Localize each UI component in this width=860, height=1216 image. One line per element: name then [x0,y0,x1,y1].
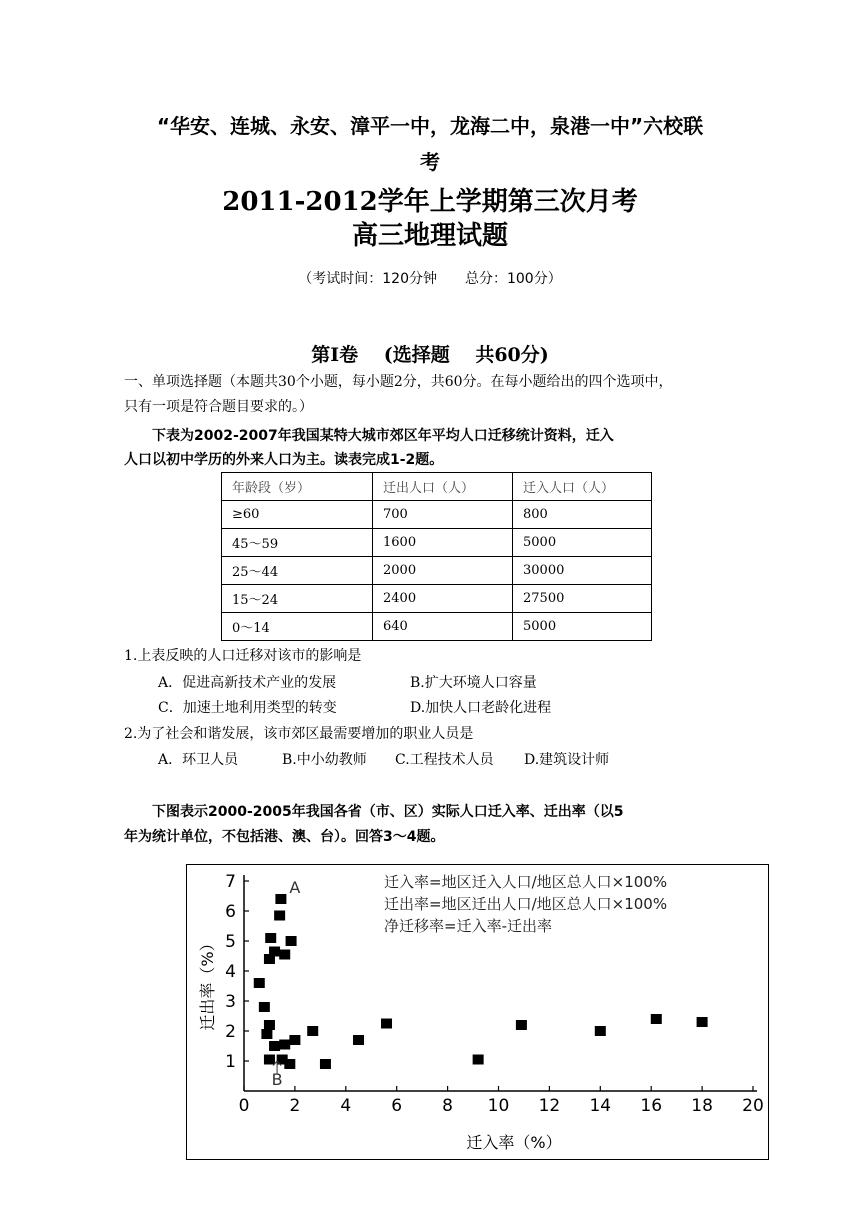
x-tick-label: 12 [538,1096,561,1116]
instructions-line2: 只有一项是符合题目要求的。） [124,399,313,415]
x-tick-label: 2 [289,1096,301,1116]
data-point [259,1002,270,1012]
passage2-line1: 下图表示2000-2005年我国各省（市、区）实际人口迁入率、迁出率（以5 [124,804,624,820]
table-row [222,557,652,585]
exam-subtitle: 高三地理试题 [351,221,508,251]
passage1-line1: 下表为2002-2007年我国某特大城市郊区年平均人口迁移统计资料，迁入 [124,428,614,444]
data-point [307,1026,318,1036]
y-tick-label: 2 [225,1022,236,1042]
table-row [222,585,652,613]
y-tick-label: 4 [225,962,236,982]
data-point [284,1059,295,1069]
chart-note: 净迁移率=迁入率-迁出率 [384,917,552,935]
q2-option-d: D.建筑设计师 [524,752,610,768]
x-tick-label: 10 [487,1096,510,1116]
data-point [353,1035,364,1045]
data-point [279,1040,290,1050]
table-cell: 700 [373,501,513,529]
x-tick-label: 0 [238,1096,250,1116]
table-cell: 0～14 [222,613,373,641]
q1-stem: 1.上表反映的人口迁移对该市的影响是 [124,648,362,664]
data-point [595,1026,606,1036]
y-tick-label: 7 [225,872,236,892]
table-cell: 800 [513,501,652,529]
data-point [289,1035,300,1045]
table-cell: 30000 [513,557,652,585]
q1-option-d: D.加快人口老龄化进程 [410,700,552,716]
q2-stem: 2.为了社会和谐发展，该市郊区最需要增加的职业人员是 [124,726,474,742]
chart-notes [384,873,667,935]
y-tick-label: 3 [225,992,236,1012]
table-row [222,529,652,557]
y-tick-label: 1 [225,1052,236,1072]
table-cell: 15～24 [222,585,373,613]
chart-note: 迁入率=地区迁入人口/地区总人口×100% [384,873,668,891]
table-cell: 5000 [513,529,652,557]
data-point [275,894,286,904]
part1-heading: 第Ⅰ卷 (选择题 共60分) [311,344,549,366]
exam-title: 2011-2012学年上学期第三次月考 [222,187,638,217]
y-tick-label: 5 [225,932,236,952]
chart-note: 迁出率=地区迁出人口/地区总人口×100% [384,895,668,913]
data-point [651,1014,662,1024]
q2-option-a: A．环卫人员 [158,752,239,768]
data-point [264,1055,275,1065]
q2-option-c: C.工程技术人员 [395,752,494,768]
data-point [279,950,290,960]
table-row [222,501,652,529]
table-cell: ≥60 [222,501,373,529]
x-tick-label: 16 [640,1096,663,1116]
table-cell: 2400 [373,585,513,613]
table-cell: 27500 [513,585,652,613]
data-point [516,1020,527,1030]
data-point [320,1059,331,1069]
table-cell: 25～44 [222,557,373,585]
data-point [254,978,265,988]
x-tick-label: 6 [391,1096,403,1116]
table-header-row [222,473,652,501]
passage1-line2: 人口以初中学历的外来人口为主。读表完成1-2题。 [124,452,444,468]
data-point [261,1029,272,1039]
passage2-line2: 年为统计单位，不包括港、澳、台）。回答3～4题。 [124,829,445,845]
instructions-line1: 一、单项选择题（本题共30个小题，每小题2分，共60分。在每小题给出的四个选项中， [124,374,673,390]
data-point [473,1055,484,1065]
table-header-cell: 迁入人口（人） [513,473,652,501]
x-tick-label: 18 [691,1096,713,1116]
x-tick-label: 8 [442,1096,454,1116]
table-cell: 5000 [513,613,652,641]
x-tick-label: 20 [742,1096,764,1116]
table-header-cell: 年龄段（岁） [222,473,373,501]
x-tick-label: 14 [589,1096,612,1116]
data-point [264,954,275,964]
x-axis-label: 迁入率（%） [466,1133,562,1152]
table-row [222,613,652,641]
q2-option-b: B.中小幼教师 [282,752,367,768]
data-point [265,933,276,943]
y-tick-label: 6 [225,902,236,922]
migration-table [221,472,652,641]
table-cell: 1600 [373,529,513,557]
q1-option-c: C．加速土地利用类型的转变 [158,700,337,716]
table-cell: 640 [373,613,513,641]
data-point [269,1041,280,1051]
exam-header-line1: “华安、连城、永安、漳平一中，龙海二中，泉港一中”六校联 [156,114,704,138]
data-point [264,1020,275,1030]
y-axis-label: 迁出率（%） [198,935,217,1031]
exam-info: （考试时间：120分钟 总分：100分） [298,271,562,287]
migration-scatter-chart [187,865,767,1158]
exam-header-line2: 考 [420,150,440,174]
table-cell: 2000 [373,557,513,585]
point-label: A [289,878,301,897]
data-point [381,1019,392,1029]
q1-option-a: A．促进高新技术产业的发展 [158,675,337,691]
q1-option-b: B.扩大环境人口容量 [410,675,537,691]
data-point [286,936,297,946]
data-point [697,1017,708,1027]
x-tick-label: 4 [340,1096,352,1116]
data-point [274,911,285,921]
point-label: B [271,1070,283,1089]
migration-chart-frame [186,864,769,1160]
table-header-cell: 迁出人口（人） [373,473,513,501]
table-cell: 45～59 [222,529,373,557]
